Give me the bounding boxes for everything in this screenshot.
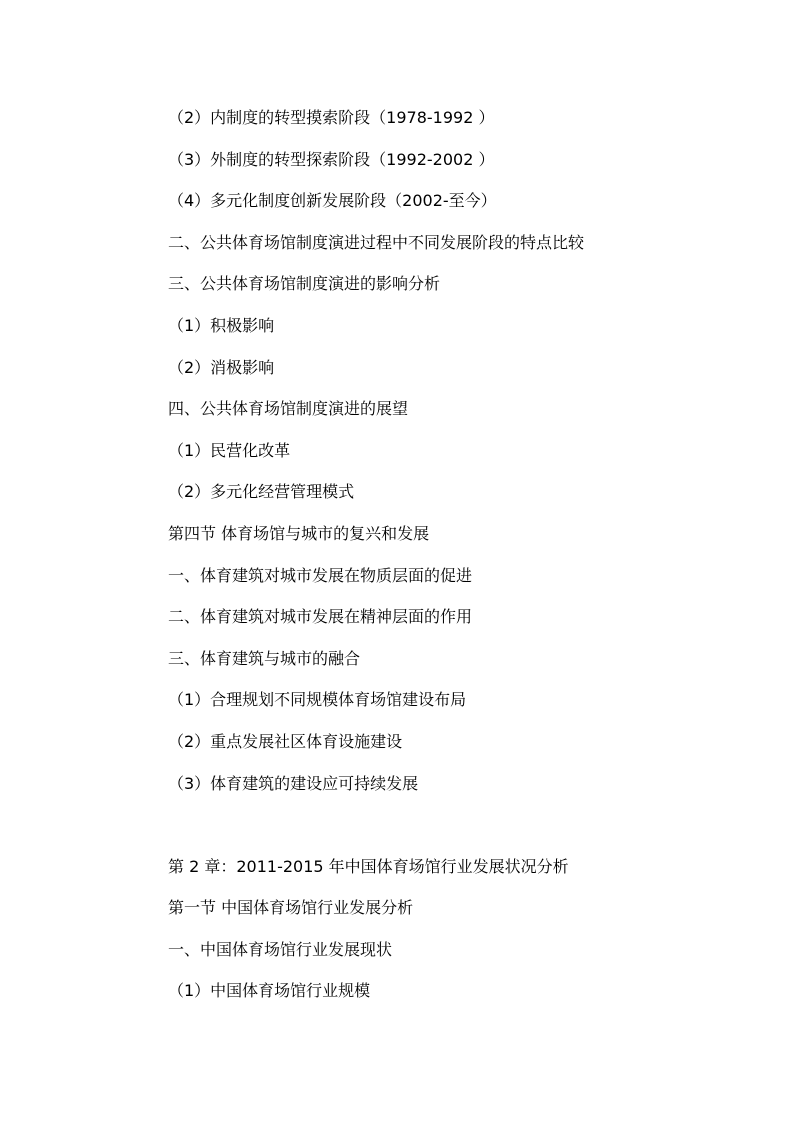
toc-heading: 四、公共体育场馆制度演进的展望 <box>168 399 409 419</box>
toc-heading: 一、体育建筑对城市发展在物质层面的促进 <box>168 565 473 585</box>
toc-line: （1）积极影响 <box>168 315 275 335</box>
toc-chapter: 第 2 章：2011-2015 年中国体育场馆行业发展状况分析 <box>168 856 569 876</box>
toc-line: （4）多元化制度创新发展阶段（2002-至今） <box>168 191 497 211</box>
toc-heading: 二、体育建筑对城市发展在精神层面的作用 <box>168 607 473 627</box>
toc-line: （3）体育建筑的建设应可持续发展 <box>168 773 419 793</box>
toc-line: （2）内制度的转型摸索阶段（1978-1992 ） <box>168 108 495 127</box>
toc-section: 第一节 中国体育场馆行业发展分析 <box>168 898 414 918</box>
toc-section: 第四节 体育场馆与城市的复兴和发展 <box>168 523 430 543</box>
toc-line: （2）多元化经营管理模式 <box>168 482 355 502</box>
toc-heading: 三、体育建筑与城市的融合 <box>168 648 361 668</box>
toc-line: （3）外制度的转型探索阶段（1992-2002 ） <box>168 149 495 169</box>
toc-heading: 二、公共体育场馆制度演进过程中不同发展阶段的特点比较 <box>168 232 585 252</box>
toc-line: （2）重点发展社区体育设施建设 <box>168 731 403 751</box>
toc-line: （1）合理规划不同规模体育场馆建设布局 <box>168 690 467 710</box>
toc-line: （2）消极影响 <box>168 357 275 377</box>
document-body <box>168 106 728 1021</box>
blank-spacer <box>168 813 728 855</box>
toc-line: （1）民营化改革 <box>168 440 291 460</box>
toc-line: （1）中国体育场馆行业规模 <box>168 981 371 1001</box>
toc-heading: 三、公共体育场馆制度演进的影响分析 <box>168 274 441 294</box>
toc-heading: 一、中国体育场馆行业发展现状 <box>168 939 393 959</box>
